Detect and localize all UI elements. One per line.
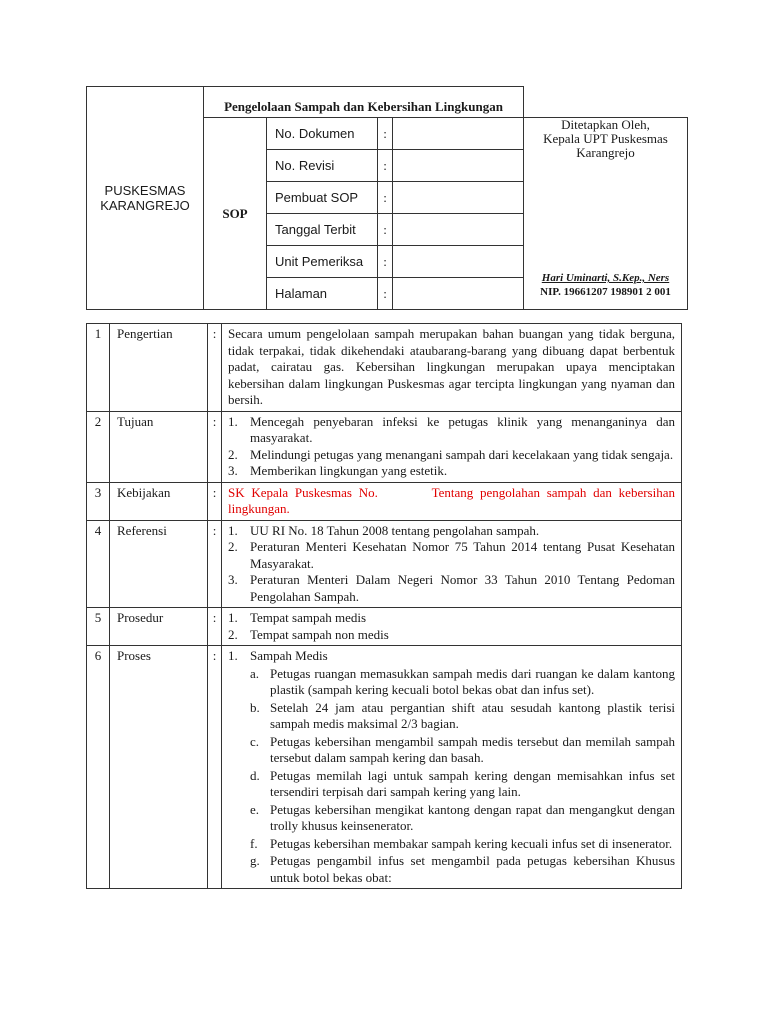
signature-line3: Karangrejo: [576, 145, 635, 160]
section-colon: :: [208, 324, 222, 412]
sop-label: SOP: [204, 118, 267, 310]
signature-block: [524, 118, 688, 310]
list-text: Sampah Medis: [250, 648, 328, 663]
section-number: 5: [87, 608, 110, 646]
list-text: Tempat sampah medis: [250, 610, 367, 625]
section-number: 6: [87, 646, 110, 889]
list-text: Memberikan lingkungan yang estetik.: [250, 463, 448, 478]
section-row-kebijakan: [87, 482, 682, 520]
section-label: Pengertian: [110, 324, 208, 412]
sub-list-item: [228, 700, 675, 733]
field-colon: :: [378, 150, 393, 182]
sop-content-table: [86, 323, 682, 889]
list-text: Peraturan Menteri Dalam Negeri Nomor 33 Tahun 2010 Tentang Pedoman Pengolahan Sampah.: [250, 572, 675, 604]
signature-line1: Ditetapkan Oleh,: [561, 117, 650, 132]
sub-list-letter: b.: [250, 699, 260, 715]
list-number: 1.: [228, 522, 238, 538]
field-value-unit-pemeriksa: [393, 246, 524, 278]
sub-list-item: [228, 666, 675, 699]
field-label-unit-pemeriksa: Unit Pemeriksa: [267, 246, 378, 278]
sub-list-text: Petugas kebersihan mengikat kantong dengan rapat dan mengangkut dengan trolly khusus keinsenerator.: [270, 801, 675, 833]
section-row-prosedur: [87, 608, 682, 646]
sop-header-table: [86, 86, 688, 310]
organization-name: PUSKESMAS KARANGREJO: [87, 87, 204, 310]
field-label-no-revisi: No. Revisi: [267, 150, 378, 182]
sub-list-text: Petugas kebersihan membakar sampah kering kecuali infus set di insenerator.: [270, 835, 673, 851]
list-text: Tempat sampah non medis: [250, 626, 389, 642]
list-number: 1.: [228, 648, 238, 663]
field-value-pembuat-sop: [393, 182, 524, 214]
section-list: [222, 520, 682, 608]
section-label: Proses: [110, 646, 208, 889]
field-label-no-dokumen: No. Dokumen: [267, 118, 378, 150]
section-colon: :: [208, 646, 222, 889]
sub-list-item: [228, 853, 675, 886]
section-row-tujuan: [87, 411, 682, 482]
section-number: 3: [87, 482, 110, 520]
list-item: [228, 414, 675, 447]
section-colon: :: [208, 411, 222, 482]
field-label-halaman: Halaman: [267, 278, 378, 310]
section-row-referensi: [87, 520, 682, 608]
list-text: Peraturan Menteri Kesehatan Nomor 75 Tahun 2014 tentang Pusat Kesehatan Masyarakat.: [250, 539, 675, 571]
section-text: Secara umum pengelolaan sampah merupakan bahan buangan yang tidak berguna, tidak terpakai, tidak dikehendaki ataubarang-barang yang dibuang dapat berbentuk padat, cairatau gas. Kebersihan lingkungan merupakan upaya menciptakan kebersihan dalam lingkungan Puskesmas agar tercipta lingkungan yang nyaman dan bersih.: [222, 324, 682, 412]
list-number: 2.: [228, 539, 238, 554]
list-text: Melindungi petugas yang menangani sampah dari kecelakaan yang tidak sengaja.: [250, 446, 674, 462]
list-item: [228, 627, 675, 644]
list-item: [228, 572, 675, 605]
list-number: 1.: [228, 413, 238, 429]
sub-list-text: Petugas ruangan memasukkan sampah medis dari ruangan ke dalam kantong plastik (sampah kering kecuali botol bekas obat dan infus set).: [270, 665, 675, 697]
field-colon: :: [378, 278, 393, 310]
sub-list-text: Petugas memilah lagi untuk sampah kering dengan memisahkan infus set tersendiri terpisah dari sampah kering yang lain.: [270, 767, 675, 799]
field-label-tanggal-terbit: Tanggal Terbit: [267, 214, 378, 246]
field-value-halaman: [393, 278, 524, 310]
list-number: 2.: [228, 446, 238, 462]
list-number: 1.: [228, 610, 238, 625]
sub-list-letter: c.: [250, 733, 260, 749]
sub-list-text: Setelah 24 jam atau pergantian shift atau sesudah kantong plastik terisi sampah medis maksimal 2/3 bagian.: [270, 699, 675, 731]
section-text: SK Kepala Puskesmas No. Tentang pengolahan sampah dan kebersihan lingkungan.: [222, 482, 682, 520]
section-number: 1: [87, 324, 110, 412]
field-value-no-dokumen: [393, 118, 524, 150]
section-colon: :: [208, 482, 222, 520]
list-number: 2.: [228, 626, 238, 642]
list-item: [228, 539, 675, 572]
section-row-proses: [87, 646, 682, 889]
field-colon: :: [378, 182, 393, 214]
sub-list-item: [228, 734, 675, 767]
sub-list-letter: g.: [250, 853, 260, 868]
list-item: [228, 523, 675, 540]
signature-line2: Kepala UPT Puskesmas: [543, 131, 668, 146]
section-label: Referensi: [110, 520, 208, 608]
section-label: Kebijakan: [110, 482, 208, 520]
sub-list-letter: d.: [250, 767, 260, 783]
list-item: [228, 610, 675, 627]
section-colon: :: [208, 608, 222, 646]
section-label: Prosedur: [110, 608, 208, 646]
section-list: [222, 646, 682, 889]
field-colon: :: [378, 246, 393, 278]
sub-list-item: [228, 802, 675, 835]
section-number: 4: [87, 520, 110, 608]
section-list: [222, 411, 682, 482]
sub-list-letter: a.: [250, 665, 260, 681]
section-row-pengertian: [87, 324, 682, 412]
signature-nip: NIP. 19661207 198901 2 001: [540, 286, 671, 298]
list-text: UU RI No. 18 Tahun 2008 tentang pengolahan sampah.: [250, 522, 540, 538]
list-number: 3.: [228, 572, 238, 587]
field-label-pembuat-sop: Pembuat SOP: [267, 182, 378, 214]
sub-list-text: Petugas pengambil infus set mengambil pada petugas kebersihan Khusus untuk botol bekas obat:: [270, 853, 675, 885]
sub-list-text: Petugas kebersihan mengambil sampah medis tersebut dan memilah sampah tersebut dalam sampah kering dan basah.: [270, 733, 675, 765]
list-text: Mencegah penyebaran infeksi ke petugas klinik yang menanganinya dan masyarakat.: [250, 413, 675, 445]
document-title: Pengelolaan Sampah dan Kebersihan Lingkungan: [204, 87, 524, 118]
field-colon: :: [378, 214, 393, 246]
field-colon: :: [378, 118, 393, 150]
list-item: [228, 463, 675, 480]
field-value-tanggal-terbit: [393, 214, 524, 246]
sub-list-letter: e.: [250, 801, 260, 817]
list-number: 3.: [228, 463, 238, 478]
list-item: [228, 447, 675, 464]
sub-list-item: [228, 836, 675, 853]
section-list: [222, 608, 682, 646]
sub-list-item: [228, 768, 675, 801]
list-item: [228, 648, 675, 665]
sub-list-letter: f.: [250, 835, 258, 851]
field-value-no-revisi: [393, 150, 524, 182]
section-label: Tujuan: [110, 411, 208, 482]
section-colon: :: [208, 520, 222, 608]
section-number: 2: [87, 411, 110, 482]
signature-name: Hari Uminarti, S.Kep., Ners: [541, 272, 670, 284]
